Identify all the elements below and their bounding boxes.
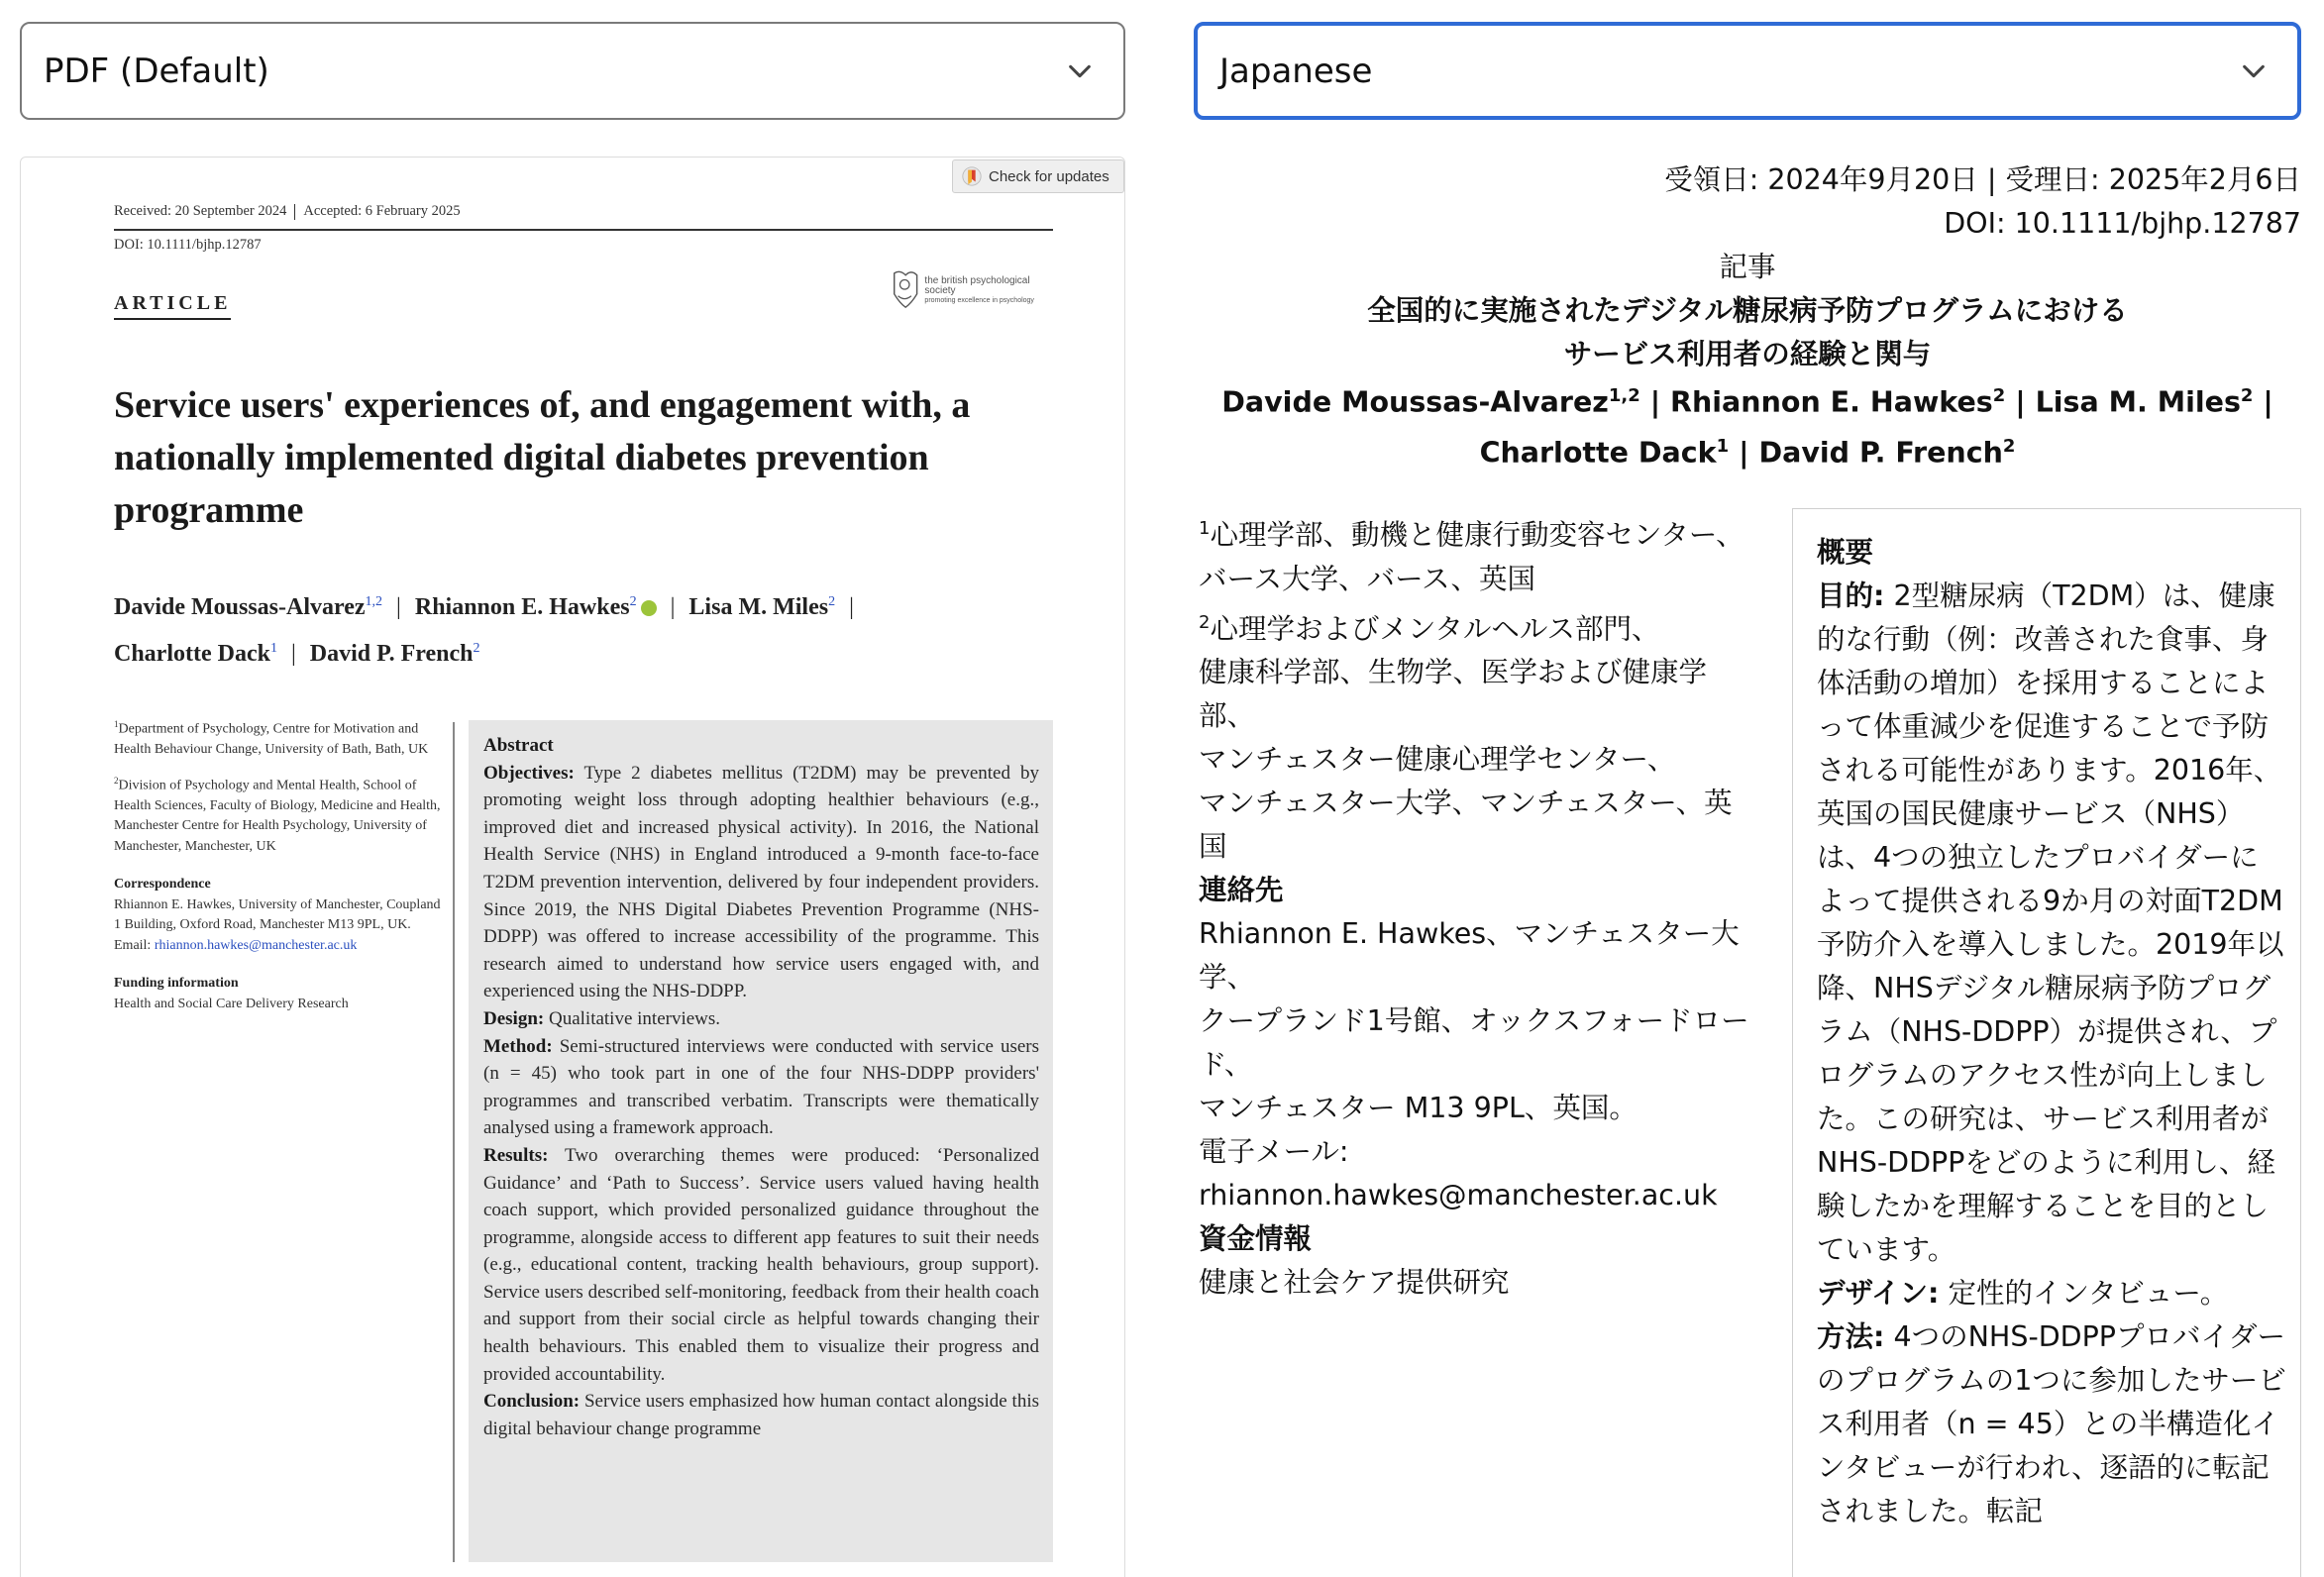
abstract-conclusion: Conclusion: Service users emphasized how human contact alongside this digital behaviour change programme [483, 1391, 1040, 1439]
article-title: Service users' experiences of, and engagement with, a nationally implemented digital diabetes prevention programme [114, 384, 971, 531]
bps-logo: the british psychological society promoting excellence in psychology [889, 263, 1057, 318]
column-divider [453, 722, 455, 1562]
chevron-down-icon [1066, 57, 1094, 85]
check-for-updates-button[interactable]: Check for updates [952, 159, 1124, 193]
pdf-preview[interactable] [20, 157, 1125, 1577]
article-type: ARTICLE [114, 292, 231, 320]
abstract-box [469, 720, 1053, 1562]
ja-abstract-box [1792, 508, 2301, 1577]
abstract-method: Method: Semi-structured interviews were conducted with service users (n = 45) who took part in one of the four NHS-DDPP providers' programmes and transcribed verbatim. Transcripts were thematically analysed using a framework approach. [483, 1035, 1039, 1139]
funding-heading: Funding information [114, 976, 239, 992]
abstract-results: Results: Two overarching themes were produced: ‘Personalized Guidance’ and ‘Path to Success’. Service users valued having health coach support, which provided personalized guidance throughout the programme, alongside access to different app features to suit their needs (e.g., educational content, tracking health behaviours, group support). Service users described self-monitoring, feedback from their health coach and support from their social circle as helpful towards changing their health behaviours. This enabled them to visualize their progress and provided accountability. [483, 1144, 1039, 1385]
format-select[interactable] [20, 22, 1125, 120]
affiliation-column [114, 714, 441, 1014]
ja-abstract-heading: 概要 [1817, 536, 1874, 569]
ja-received-accepted: 受領日: 2024年9月20日 | 受理日: 2025年2月6日 [1664, 163, 2301, 196]
ja-abstract-method: 方法: 4つのNHS-DDPPプロバイダーのプログラムの1つに参加したサービス利用者（n = 45）との半構造化インタビューが行われ、逐語的に転記されました。転記 [1817, 1320, 2286, 1527]
ja-funding-heading: 資金情報 [1199, 1222, 1313, 1255]
bps-crest-icon [889, 266, 920, 314]
ja-affiliation-2: $^2$心理学およびメンタルヘルス部門、 [1199, 611, 1660, 645]
ja-email-link[interactable]: rhiannon.hawkes@manchester.ac.uk [1199, 1179, 1718, 1211]
ja-article-title: 全国的に実施されたデジタル糖尿病予防プログラムにおける サービス利用者の経験と関与 [1367, 294, 2128, 370]
ja-abstract-design: デザイン: 定性的インタビュー。 [1817, 1277, 2229, 1310]
email-line: Email: rhiannon.hawkes@manchester.ac.uk [114, 937, 358, 953]
format-select-value: PDF (Default) [44, 51, 269, 91]
abstract-heading: Abstract [483, 735, 554, 756]
header-rule [114, 229, 1053, 231]
doi: DOI: 10.1111/bjhp.12787 [114, 237, 262, 253]
language-select[interactable] [1194, 22, 2301, 120]
ja-affiliation-column: $^1$心理学部、動機と健康行動変容センター、 バース大学、バース、英国 $^2$心理学およびメンタルヘルス部門、 健康科学部、生物学、医学および健康学部、 マンチェスター健康心理学センター、 マンチェスター大学、マンチェスター、英国 連絡先 Rhiannon E. Hawkes、マンチェスター大学、 クープランド1号館、オックスフォードロード、 マンチェスター M13 9PL、英国。 電子メール: rhiannon.hawkes@manchester.ac.uk 資金情報 健康と社会ケア提供研究 [1199, 507, 1753, 1305]
ja-correspondence-heading: 連絡先 [1199, 874, 1284, 906]
chevron-down-icon [2240, 57, 2268, 85]
affiliation-2: $^2$Division of Psychology and Mental Health, School of Health Sciences, Faculty of Biology, Medicine and Health, Manchester Centre for Health Psychology, University of Manchester, Manchester, UK [114, 775, 441, 854]
abstract-objectives: Objectives: Type 2 diabetes mellitus (T2DM) may be prevented by promoting weight loss through adopting healthier behaviours (e.g., improved diet and increased physical activity). In 2016, the National Health Service (NHS) in England introduced a 9-month face-to-face T2DM prevention intervention, delivered by four independent providers. Since 2019, the NHS Digital Diabetes Prevention Programme (NHS-DDPP) was offered to increase accessibility of the programme. This research aimed to understand how service users engaged with, and experienced using the NHS-DDPP. [483, 762, 1039, 1002]
language-select-value: Japanese [1219, 51, 1373, 91]
correspondence-text: Rhiannon E. Hawkes, University of Manchester, Coupland 1 Building, Oxford Road, Manchester M13 9PL, UK. [114, 896, 441, 933]
ja-doi: DOI: 10.1111/bjhp.12787 [1944, 207, 2301, 240]
ja-affiliation-1: $^1$心理学部、動機と健康行動変容センター、 [1199, 518, 1744, 552]
funding-text: Health and Social Care Delivery Research [114, 996, 349, 1011]
correspondence-heading: Correspondence [114, 877, 211, 893]
abstract-design: Design: Qualitative interviews. [483, 1007, 721, 1029]
ja-article-type: 記事 [1719, 251, 1776, 283]
received-accepted-line: Received: 20 September 2024 Accepted: 6 February 2025 [114, 203, 461, 219]
ja-author-list: Davide Moussas-Alvarez$^{1,2}$ | Rhiannon E. Hawkes$^2$ | Lisa M. Miles$^2$ | Charlotte Dack$^1$ | David P. French$^2$ [1221, 385, 2273, 469]
crossmark-icon [961, 165, 983, 187]
author-list: Davide Moussas-Alvarez$^{1,2}$ | Rhiannon E. Hawkes$^2$ | Lisa M. Miles$^2$ | Charlotte Dack$^1$ | David P. French$^2$ [114, 594, 854, 667]
orcid-icon[interactable] [641, 600, 657, 616]
ja-abstract-objectives: 目的: 2型糖尿病（T2DM）は、健康的な行動（例：改善された食事、身体活動の増加）を採用することによって体重減少を促進することで予防される可能性があります。2016年、英国の国民健康サービス（NHS）は、4つの独立したプロバイダーによって提供される9か月の対面T2DM予防介入を導入しました。2019年以降、NHSデジタル糖尿病予防プログラム（NHS-DDPP）が提供され、プログラムのアクセス性が向上しました。この研究は、サービス利用者がNHS-DDPPをどのように利用し、経験したかを理解することを目的としています。 [1817, 579, 2284, 1266]
affiliation-1: $^1$Department of Psychology, Centre for Motivation and Health Behaviour Change, University of Bath, Bath, UK [114, 719, 429, 758]
email-link[interactable]: rhiannon.hawkes@manchester.ac.uk [154, 937, 358, 953]
